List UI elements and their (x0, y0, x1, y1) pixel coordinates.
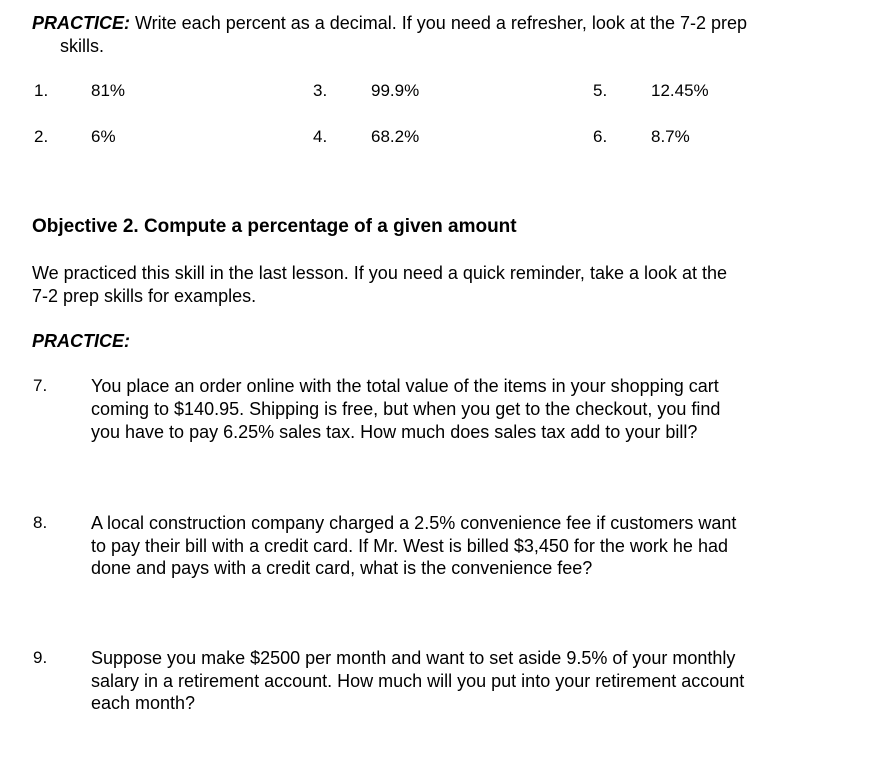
word-problem-line: You place an order online with the total value of the items in your shopping cart (91, 376, 719, 396)
word-problem-line: A local construction company charged a 2.5% convenience fee if customers want (91, 513, 737, 533)
problem-value: 6% (91, 127, 116, 146)
problem-number: 2. (34, 127, 49, 146)
problem-value: 8.7% (651, 127, 690, 146)
problem-value: 12.45% (651, 81, 709, 100)
word-problem-line: each month? (91, 693, 196, 713)
problem-number: 3. (313, 81, 328, 100)
problem-value: 68.2% (371, 127, 420, 146)
word-problem-line: to pay their bill with a credit card. If Mr. West is billed $3,450 for the work he had (91, 536, 728, 556)
word-problem-number: 9. (33, 648, 48, 667)
objective-heading: Objective 2. Compute a percentage of a given amount (32, 216, 517, 237)
instruction-text-continued: skills. (60, 36, 104, 56)
practice-label: PRACTICE: (32, 13, 130, 33)
word-problem-number: 7. (33, 376, 48, 395)
practice-label: PRACTICE: (32, 331, 130, 351)
objective-intro-line: 7-2 prep skills for examples. (32, 286, 257, 306)
objective-intro-line: We practiced this skill in the last lesson. If you need a quick reminder, take a look at the (32, 263, 728, 283)
word-problem-line: coming to $140.95. Shipping is free, but when you get to the checkout, you find (91, 399, 721, 419)
instruction-text: Write each percent as a decimal. If you need a refresher, look at the 7-2 prep (130, 13, 748, 33)
problem-number: 4. (313, 127, 328, 146)
practice-instruction (32, 12, 747, 34)
problem-value: 99.9% (371, 81, 420, 100)
word-problem-number: 8. (33, 513, 48, 532)
word-problem-line: done and pays with a credit card, what is the convenience fee? (91, 558, 593, 578)
problem-number: 1. (34, 81, 49, 100)
problem-number: 5. (593, 81, 608, 100)
problem-number: 6. (593, 127, 608, 146)
word-problem-line: you have to pay 6.25% sales tax. How much does sales tax add to your bill? (91, 422, 698, 442)
word-problem-line: salary in a retirement account. How much will you put into your retirement account (91, 671, 745, 691)
problem-value: 81% (91, 81, 126, 100)
word-problem-line: Suppose you make $2500 per month and want to set aside 9.5% of your monthly (91, 648, 736, 668)
